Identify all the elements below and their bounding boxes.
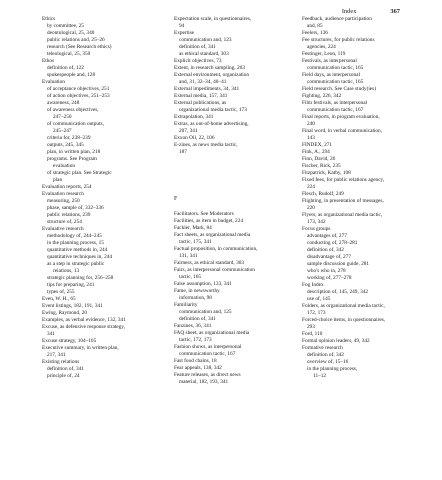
index-entry: Field research. See Case study(ies)	[302, 86, 376, 92]
index-entry: Fairness, as ethical standard, 303	[174, 260, 245, 266]
index-subentry: organizational media tactic, 173	[179, 107, 247, 113]
index-subentry: 341	[47, 331, 55, 337]
index-subentry: public relations and, 25–26	[47, 37, 105, 43]
index-subentry: as a step in strategic public	[47, 261, 105, 267]
index-subentry: 187	[179, 149, 187, 155]
index-subentry: overview of, 15–16	[307, 359, 349, 365]
index-subentry: 143	[307, 135, 315, 141]
index-subentry: programs. See Program	[47, 156, 97, 162]
index-entry: FAQ sheet, as organizational media	[174, 330, 250, 336]
index-entry: Extras, as out-of-home advertising,	[174, 121, 249, 127]
index-subentry: definition of, 122	[47, 65, 84, 71]
index-subentry: 245–247	[53, 128, 72, 134]
index-entry: Flesch, Rudolf, 249	[302, 191, 344, 197]
index-subentry: disadvantage of, 277	[307, 254, 351, 260]
index-column-1	[42, 16, 178, 380]
index-subentry: advantages of, 277	[307, 233, 347, 239]
index-subentry: criteria for, 238–239	[47, 135, 91, 141]
index-subentry: phase, sample of, 332–336	[47, 205, 104, 211]
index-subentry: tactic, 175, 341	[179, 239, 212, 245]
index-subentry: description of, 145, 249, 342	[307, 289, 369, 295]
index-subentry: of acceptance objectives, 251	[47, 86, 110, 92]
index-entry: Extent, in research sampling, 263	[174, 65, 245, 71]
index-entry: Fischer, Rick, 235	[302, 163, 341, 169]
index-entry: Ethos	[42, 58, 55, 64]
index-subentry: methodology of, 244–245	[47, 233, 102, 239]
index-entry: External environment, organization	[174, 72, 250, 78]
index-entry: Ethics	[42, 16, 56, 22]
spacer	[174, 180, 310, 188]
index-entry: Fashion shows, as interpersonal	[174, 344, 242, 350]
index-entry: External publications, as	[174, 100, 227, 106]
index-entry: Fog Index	[302, 282, 324, 288]
index-entry: Familiarity	[174, 302, 198, 308]
index-subentry: communication and, 123	[179, 37, 232, 43]
index-entry: Excuse strategy, 104–105	[42, 338, 97, 344]
index-subentry: spokespeople and, 128	[47, 72, 96, 78]
index-subentry: and, 31, 32–34, 40–41	[179, 79, 227, 85]
index-subentry: in the planning process,	[307, 366, 358, 372]
index-entry: Formal opinion leaders, 49, 342	[302, 338, 370, 344]
index-entry: Event listings, 182, 191, 341	[42, 303, 103, 309]
running-head	[342, 8, 400, 15]
index-entry: Final reports, in program evaluation,	[302, 114, 380, 120]
index-subentry: quantitative techniques in, 244	[47, 254, 113, 260]
index-entry: Fink, A., 294	[302, 149, 330, 155]
index-entry: Fighting, 226, 342	[302, 93, 342, 99]
index-entry: Flyers, as organizational media tactic,	[302, 212, 383, 218]
index-subentry: material, 182, 193, 341	[179, 379, 229, 385]
index-subentry: types of, 255	[47, 289, 75, 295]
index-entry: Even, W. H., 65	[42, 296, 76, 302]
running-head-section: Index	[341, 8, 357, 15]
index-subentry: communication tactic, 165	[307, 79, 364, 85]
index-entry: Fanzines, 36, 341	[174, 323, 212, 329]
index-entry: Fixed fees, for public relations agency,	[302, 177, 385, 183]
index-subentry: of awareness objectives,	[47, 107, 99, 113]
index-entry: Feedback, audience participation	[302, 16, 372, 22]
index-entry: Field days, as interpersonal	[302, 72, 360, 78]
index-entry: Final word, in verbal communication,	[302, 128, 383, 134]
index-entry: Folders, as organizational media tactic,	[302, 303, 385, 309]
index-subentry: principle of, 24	[47, 373, 80, 379]
index-entry: Feelers, 136	[302, 30, 328, 36]
spacer	[174, 188, 310, 196]
index-entry: Factual proposition, in communication,	[174, 246, 258, 252]
index-subentry: tips for preparing, 241	[47, 282, 95, 288]
index-subentry: 11–12	[313, 373, 327, 379]
index-subentry: working of, 277–278	[307, 275, 352, 281]
index-entry: Festivals, as interpersonal	[302, 58, 357, 64]
index-entry: Flighting, in presentation of messages,	[302, 198, 384, 204]
index-entry: Film festivals, as interpersonal	[302, 100, 368, 106]
index-subentry: 220	[307, 205, 315, 211]
index-subentry: of communication outputs,	[47, 121, 104, 127]
index-entry: Evaluation	[42, 79, 65, 85]
index-subentry: definition of, 342	[307, 247, 344, 253]
index-subentry: communication tactic, 167	[307, 107, 364, 113]
index-subentry: definition of, 341	[179, 44, 216, 50]
index-subentry: 247–250	[53, 114, 72, 120]
index-entry: Festinger, Leon, 119	[302, 51, 346, 57]
spacer	[174, 203, 310, 211]
index-entry: E-zines, as news media tactic,	[174, 142, 238, 148]
index-subentry: as ethical standard, 303	[179, 51, 229, 57]
index-column-2	[174, 16, 310, 386]
index-entry: Expectation scale, in questionnaires,	[174, 16, 252, 22]
index-subentry: 217, 341	[47, 352, 66, 358]
index-subentry: relations, 13	[53, 268, 80, 274]
spacer	[174, 172, 310, 180]
index-entry: Ford, 110	[302, 331, 323, 337]
index-subentry: teleological, 25, 350	[47, 51, 91, 57]
index-entry: Fame, in newsworthy	[174, 288, 220, 294]
index-subentry: 131, 341	[179, 253, 198, 259]
index-subentry: quantitative methods in, 244	[47, 247, 108, 253]
index-subentry: communication tactic, 167	[179, 351, 236, 357]
index-subentry: strategic planning for, 256–258	[47, 275, 114, 281]
index-subentry: evaluation	[53, 163, 76, 169]
index-subentry: communication and, 125	[179, 309, 232, 315]
index-subentry: in the planning process, 15	[47, 240, 104, 246]
index-subentry: information, 98	[179, 295, 212, 301]
index-subentry: of strategic plan. See Strategic	[47, 170, 112, 176]
index-entry: Fact sheets, as organizational media	[174, 232, 251, 238]
index-subentry: of action objectives, 251–253	[47, 93, 110, 99]
index-subentry: tactic, 165	[179, 274, 202, 280]
index-entry: Executive summary, in written plan,	[42, 345, 119, 351]
index-subentry: deontological, 25, 340	[47, 30, 95, 36]
index-subentry: 173, 342	[307, 219, 326, 225]
index-subentry: 240	[307, 121, 315, 127]
index-entry: Excuse, as defensive response strategy,	[42, 324, 125, 330]
index-subentry: outputs, 245, 345	[47, 142, 84, 148]
index-entry: Forced-choice items, in questionnaires,	[302, 317, 386, 323]
index-subentry: 94	[179, 23, 185, 29]
index-subentry: agencies, 224	[307, 44, 336, 50]
index-entry: Facilities, as item in budget, 224	[174, 218, 243, 224]
index-subentry: conducting of, 278–281	[307, 240, 358, 246]
index-subentry: who's who in, 278	[307, 268, 346, 274]
index-entry: Fairs, as interpersonal communication	[174, 267, 255, 273]
index-subentry: tactic, 172, 173	[179, 337, 212, 343]
index-entry: Evaluative research	[42, 226, 84, 232]
index-subentry: use of, 145	[307, 296, 331, 302]
page-number: 367	[390, 8, 400, 15]
index-subentry: communication tactic, 165	[307, 65, 364, 71]
index-subentry: definition of, 341	[47, 366, 84, 372]
index-entry: Examples, as verbal evidence, 132, 341	[42, 317, 126, 323]
index-column-3	[302, 16, 438, 380]
index-entry: Fast food chains, 18	[174, 358, 217, 364]
index-subentry: by committee, 25	[47, 23, 84, 29]
index-subentry: 224	[307, 184, 315, 190]
index-entry: External impediments, 34, 341	[174, 86, 240, 92]
index-subentry: 172, 173	[307, 310, 326, 316]
index-subentry: definition of, 342	[307, 352, 344, 358]
index-subentry: plan, in written plan, 218	[47, 149, 101, 155]
index-subentry: plan	[53, 177, 63, 183]
index-subentry: definition of, 341	[179, 316, 216, 322]
index-entry: External media, 157, 341	[174, 93, 228, 99]
index-subentry: 293	[307, 324, 315, 330]
index-entry: FINDEX, 271	[302, 142, 333, 148]
index-subentry: structure of, 254	[47, 219, 82, 225]
index-entry: Expertise	[174, 30, 195, 36]
index-entry: Facilitators. See Moderators	[174, 211, 234, 217]
index-entry: Formative research	[302, 345, 343, 351]
index-letter-heading: F	[174, 196, 178, 202]
index-entry: Fear appeals, 138, 342	[174, 365, 222, 371]
index-entry: Existing relations	[42, 359, 80, 365]
index-subentry: research (See Research ethics)	[47, 44, 112, 50]
index-entry: Fackler, Mark, 84	[174, 225, 212, 231]
index-subentry: 207, 341	[179, 128, 198, 134]
index-entry: Evaluation research	[42, 191, 84, 197]
index-entry: Focus groups	[302, 226, 331, 232]
index-entry: Fee structures, for public relations	[302, 37, 375, 43]
index-subentry: public relations, 239	[47, 212, 91, 218]
spacer	[174, 164, 310, 172]
index-entry: Exxon Oil, 22, 106	[174, 135, 215, 141]
spacer	[174, 156, 310, 164]
index-entry: Feature releases, as direct news	[174, 372, 241, 378]
index-subentry: measuring, 250	[47, 198, 80, 204]
index-entry: Explicit objectives, 73	[174, 58, 222, 64]
index-entry: Extrapolation, 341	[174, 114, 214, 120]
index-subentry: and, 85	[307, 23, 323, 29]
index-entry: Ewing, Raymond, 20	[42, 310, 88, 316]
index-subentry: sample discussion guide, 281	[307, 261, 370, 267]
index-entry: Fitzpatrick, Kathy, 108	[302, 170, 351, 176]
index-subentry: awareness, 248	[47, 100, 80, 106]
index-entry: Finn, David, 26	[302, 156, 336, 162]
index-entry: False assumption, 133, 341	[174, 281, 232, 287]
index-entry: Evaluation reports, 254	[42, 184, 92, 190]
